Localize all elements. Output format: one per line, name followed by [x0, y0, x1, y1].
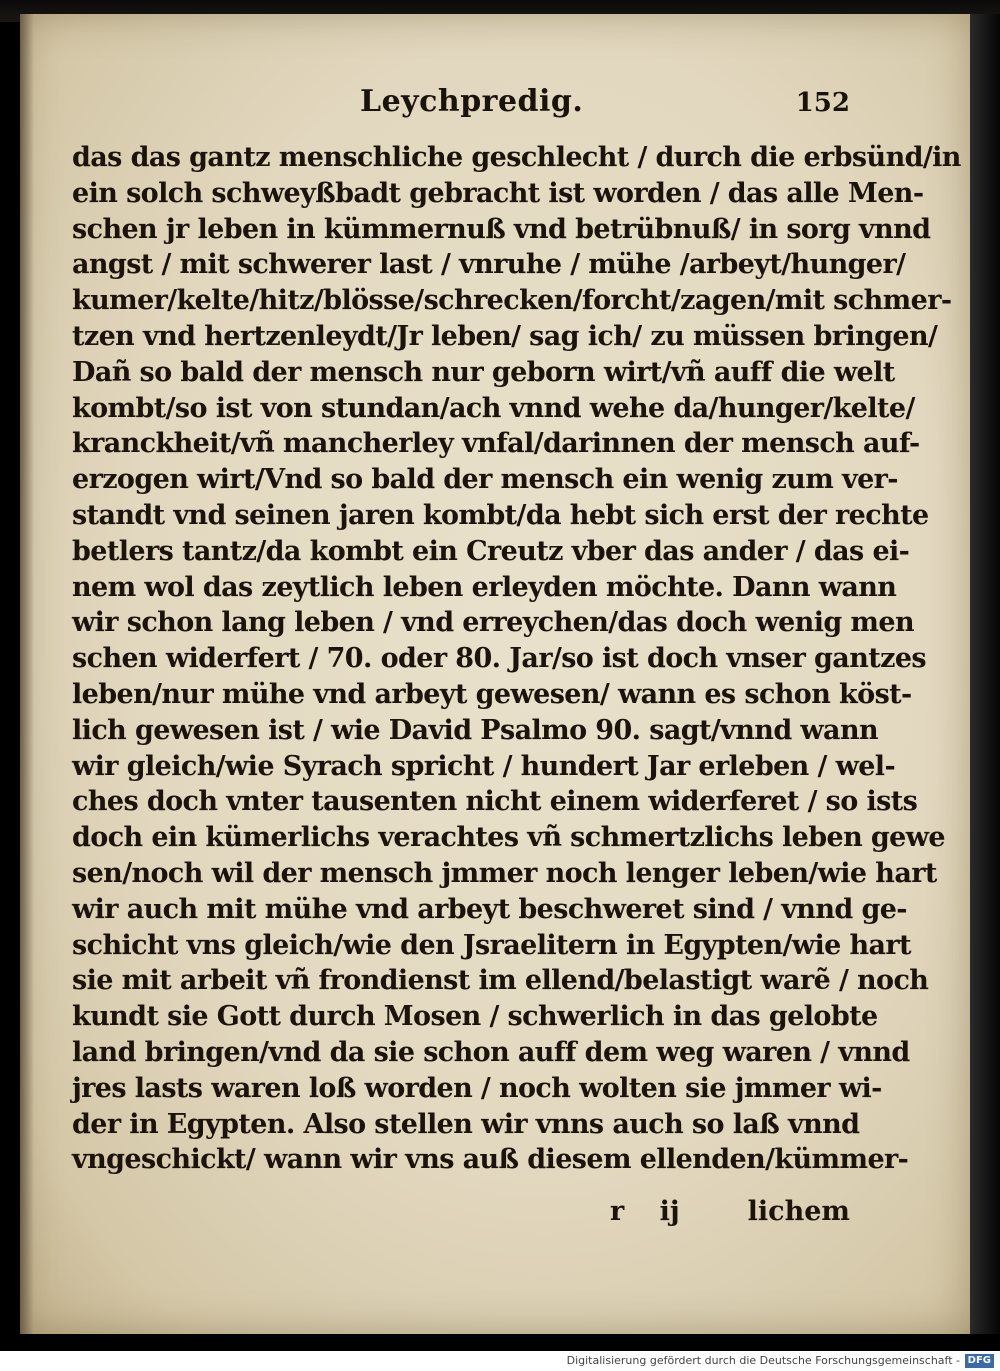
text-line: kundt sie Gott durch Mosen / schwerlich in das gelobte [72, 1001, 878, 1033]
scan-background-right [970, 14, 1000, 1334]
text-line: das das gantz menschliche geschlecht / durch die erbsünd/in [72, 142, 961, 173]
text-line: der in Egypten. Also stellen wir vnns auch so laß vnnd [72, 1108, 860, 1140]
text-line: standt vnd seinen jaren kombt/da hebt sich erst der rechte [72, 499, 929, 531]
text-line: lich gewesen ist / wie David Psalmo 90. sagt/vnnd wann [72, 714, 879, 746]
text-line: wir schon lang leben / vnd erreychen/das doch wenig men [72, 607, 915, 639]
running-head: Leychpredig. [360, 84, 584, 119]
text-line: vngeschickt/ wann wir vns auß diesem ellenden/kümmer- [72, 1144, 909, 1176]
text-line: schen widerfert / 70. oder 80. Jar/so ist doch vnser gantzes [72, 643, 927, 675]
text-line: Dañ so bald der mensch nur geborn wirt/vñ auff die welt [72, 356, 895, 388]
text-line: wir auch mit mühe vnd arbeyt beschweret sind / vnnd ge- [72, 893, 907, 925]
dfg-logo: DFG [965, 1354, 994, 1368]
text-line: schicht vns gleich/wie den Jsraelitern in Egypten/wie hart [72, 929, 911, 961]
body-text [72, 140, 961, 1178]
catchword: lichem [747, 1196, 850, 1227]
text-line: land bringen/vnd da sie schon auff dem weg waren / vnnd [72, 1036, 910, 1068]
text-line: doch ein kümerlichs verachtes vñ schmertzlichs leben gewe [72, 822, 945, 854]
text-line: kumer/kelte/hitz/blösse/schrecken/forcht/zagen/mit schmer- [72, 285, 952, 317]
text-line: angst / mit schwerer last / vnruhe / mühe /arbeyt/hunger/ [72, 249, 906, 281]
text-line: betlers tantz/da kombt ein Creutz vber das ander / das ei- [72, 535, 910, 567]
attribution-text: Digitalisierung gefördert durch die Deutsche Forschungsgemeinschaft - [566, 1354, 960, 1367]
text-line: ches doch vnter tausenten nicht einem widerferet / so ists [72, 786, 918, 818]
text-line: wir gleich/wie Syrach spricht / hundert Jar erleben / wel- [72, 750, 896, 782]
text-line: nem wol das zeytlich leben erleyden möchte. Dann wann [72, 571, 897, 603]
text-line: ein solch schweyßbadt gebracht ist worden / das alle Men- [72, 177, 924, 209]
text-line: sen/noch wil der mensch jmmer noch lenger leben/wie hart [72, 857, 937, 889]
attribution-bar [0, 1351, 1000, 1371]
text-line: kranckheit/vñ mancherley vnfal/darinnen der mensch auf- [72, 428, 920, 460]
page-header [360, 84, 850, 128]
text-line: sie mit arbeit vñ frondienst im ellend/belastigt warẽ / noch [72, 965, 929, 997]
text-line: leben/nur mühe vnd arbeyt gewesen/ wann es schon köst- [72, 678, 912, 710]
text-line: tzen vnd hertzenleydt/Jr leben/ sag ich/ zu müssen bringen/ [72, 320, 938, 352]
page-number: 152 [795, 88, 850, 118]
page-footer [610, 1196, 850, 1236]
book-page [20, 14, 970, 1334]
signature-mark: r ij [610, 1196, 680, 1227]
text-line: erzogen wirt/Vnd so bald der mensch ein wenig zum ver- [72, 464, 898, 496]
text-line: kombt/so ist von stundan/ach vnnd wehe da/hunger/kelte/ [72, 392, 915, 424]
text-line: schen jr leben in kümmernuß vnd betrübnuß/ in sorg vnnd [72, 213, 931, 245]
text-line: jres lasts waren loß worden / noch wolten sie jmmer wi- [72, 1072, 882, 1104]
